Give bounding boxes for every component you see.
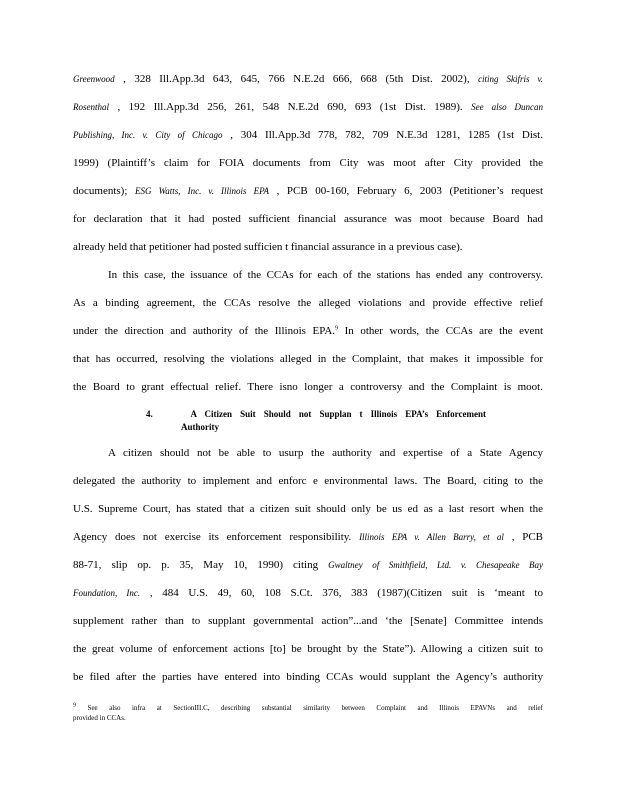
body-text: Agency does not exercise its enforcement responsibility.	[73, 531, 352, 543]
heading-line-1	[146, 408, 486, 420]
citation-text: , 484 U.S. 49, 60, 108 S.Ct. 376, 383 (1987)(Citizen suit is ‘meant to	[149, 587, 543, 599]
body-line: supplement rather than to supplant governmental action”...and ‘the [Senate] Committee intends	[73, 615, 543, 627]
body-line: the Board to grant effectual relief. There isno longer a controversy and the Complaint is moot.	[73, 381, 543, 393]
body-line: 1999) (Plaintiff’s claim for FOIA documents from City was moot after City provided the	[73, 157, 543, 169]
footnote-reference: 9	[335, 325, 339, 332]
citation-text: , 304 Ill.App.3d 778, 782, 709 N.E.3d 1281, 1285 (1st Dist.	[230, 129, 543, 141]
case-name: Gwaltney of Smithfield, Ltd. v. Chesapeake Bay	[328, 560, 544, 570]
body-line: U.S. Supreme Court, has stated that a citizen suit should only be us ed as a last resort when the	[73, 503, 543, 515]
footnote-line-1	[73, 703, 543, 713]
case-name: ESG Watts, Inc. v. Illinois EPA	[134, 186, 269, 196]
citation-line	[73, 530, 543, 544]
heading-line-2: Authority	[181, 422, 219, 432]
case-name: Foundation, Inc.	[73, 588, 141, 598]
body-line: already held that petitioner had posted sufficien t financial assurance in a previous case).	[73, 241, 463, 253]
citation-line-3	[73, 128, 543, 142]
case-name: Illinois EPA v. Allen Barry, et al	[359, 532, 504, 542]
footnote-line-2: provided in CCAs.	[73, 714, 126, 722]
footnote-mark: 9	[73, 702, 76, 709]
case-name: Publishing, Inc. v. City of Chicago	[73, 130, 223, 140]
body-text: documents);	[73, 185, 128, 197]
body-line: As a binding agreement, the CCAs resolve the alleged violations and provide effective relief	[73, 297, 543, 309]
citation-text: , PCB 00-160, February 6, 2003 (Petitioner’s request	[276, 185, 544, 197]
citation-line	[73, 586, 543, 600]
citation-signal: citing Skifris v.	[478, 74, 544, 84]
body-line: for declaration that it had posted sufficient financial assurance was moot because Board had	[73, 213, 543, 225]
body-line: that has occurred, resolving the violations alleged in the Complaint, that makes it impossible for	[73, 353, 543, 365]
body-line: A citizen should not be able to usurp the authority and expertise of a State Agency	[108, 447, 543, 459]
body-line-with-footnote	[73, 324, 543, 338]
citation-line-2	[73, 100, 543, 114]
citation-line-1	[73, 72, 543, 86]
footnote-text: See also infra at SectionIII.C, describing substantial similarity between Complaint and Illinois EPAVNs and relief	[87, 704, 543, 712]
case-name: Greenwood	[73, 74, 115, 84]
body-text: under the direction and authority of the Illinois EPA.	[73, 325, 336, 337]
citation-text: , 192 Ill.App.3d 256, 261, 548 N.E.2d 690, 693 (1st Dist. 1989).	[117, 101, 463, 113]
citation-line	[73, 558, 543, 572]
heading-title: A Citizen Suit Should not Supplan t Illinois EPA’s Enforcement	[190, 409, 486, 419]
body-line: the great volume of enforcement actions [to] be brought by the State”). Allowing a citizen suit to	[73, 643, 543, 655]
body-line: In this case, the issuance of the CCAs for each of the stations has ended any controversy.	[108, 269, 543, 281]
citation-signal: See also Duncan	[471, 102, 544, 112]
body-text: In other words, the CCAs are the event	[344, 325, 543, 337]
citation-text: , PCB	[511, 531, 544, 543]
citation-text: 88-71, slip op. p. 35, May 10, 1990) citing	[73, 559, 319, 571]
citation-text: , 328 Ill.App.3d 643, 645, 766 N.E.2d 666, 668 (5th Dist. 2002),	[123, 73, 470, 85]
body-line: be filed after the parties have entered into binding CCAs would supplant the Agency’s authority	[73, 671, 543, 683]
body-line: delegated the authority to implement and enforc e environmental laws. The Board, citing to the	[73, 475, 543, 487]
citation-line-5	[73, 184, 543, 198]
heading-number: 4.	[146, 409, 153, 419]
case-name: Rosenthal	[73, 102, 109, 112]
